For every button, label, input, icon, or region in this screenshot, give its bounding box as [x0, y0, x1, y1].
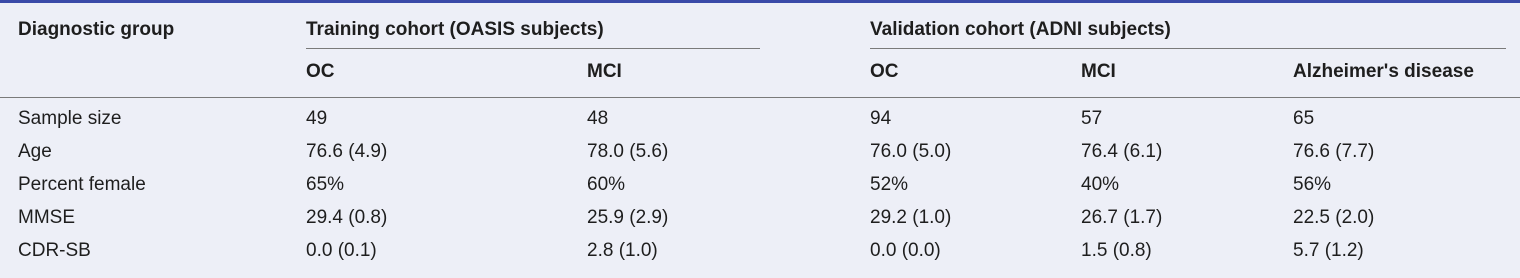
table-cell: 48: [587, 108, 609, 129]
row-label: CDR-SB: [18, 240, 91, 261]
row-label: Age: [18, 141, 52, 162]
table-cell: 26.7 (1.7): [1081, 207, 1163, 228]
table-cell: 78.0 (5.6): [587, 141, 669, 162]
table-cell: 22.5 (2.0): [1293, 207, 1375, 228]
table-cell: 52%: [870, 174, 909, 195]
table-cell: 0.0 (0.1): [306, 240, 377, 261]
header-sub-col-3: OC: [870, 61, 899, 82]
table-cell: 25.9 (2.9): [587, 207, 669, 228]
table-cell: 56%: [1293, 174, 1332, 195]
table-cell: 29.4 (0.8): [306, 207, 388, 228]
table-cell: 1.5 (0.8): [1081, 240, 1152, 261]
header-sub-col-4: MCI: [1081, 61, 1116, 82]
header-bottom-rule: [0, 97, 1520, 98]
row-label: MMSE: [18, 207, 75, 228]
table-cell: 5.7 (1.2): [1293, 240, 1364, 261]
table-cell: 94: [870, 108, 892, 129]
header-training-cohort: Training cohort (OASIS subjects): [306, 19, 604, 40]
table-cell: 65: [1293, 108, 1315, 129]
header-sub-col-1: OC: [306, 61, 335, 82]
table-cell: 76.4 (6.1): [1081, 141, 1163, 162]
table-cell: 0.0 (0.0): [870, 240, 941, 261]
training-cohort-rule: [306, 48, 760, 49]
table-cell: 29.2 (1.0): [870, 207, 952, 228]
row-label: Sample size: [18, 108, 122, 129]
header-validation-cohort: Validation cohort (ADNI subjects): [870, 19, 1171, 40]
table-cell: 40%: [1081, 174, 1120, 195]
table-cell: 49: [306, 108, 328, 129]
table-cell: 2.8 (1.0): [587, 240, 658, 261]
table-cell: 76.6 (4.9): [306, 141, 388, 162]
row-label: Percent female: [18, 174, 146, 195]
validation-cohort-rule: [870, 48, 1506, 49]
table-cell: 76.6 (7.7): [1293, 141, 1375, 162]
header-sub-col-2: MCI: [587, 61, 622, 82]
header-sub-col-5: Alzheimer's disease: [1293, 61, 1474, 82]
table-cell: 60%: [587, 174, 626, 195]
table-cell: 57: [1081, 108, 1103, 129]
table-cell: 76.0 (5.0): [870, 141, 952, 162]
table-cell: 65%: [306, 174, 345, 195]
header-diagnostic-group: Diagnostic group: [18, 19, 175, 40]
